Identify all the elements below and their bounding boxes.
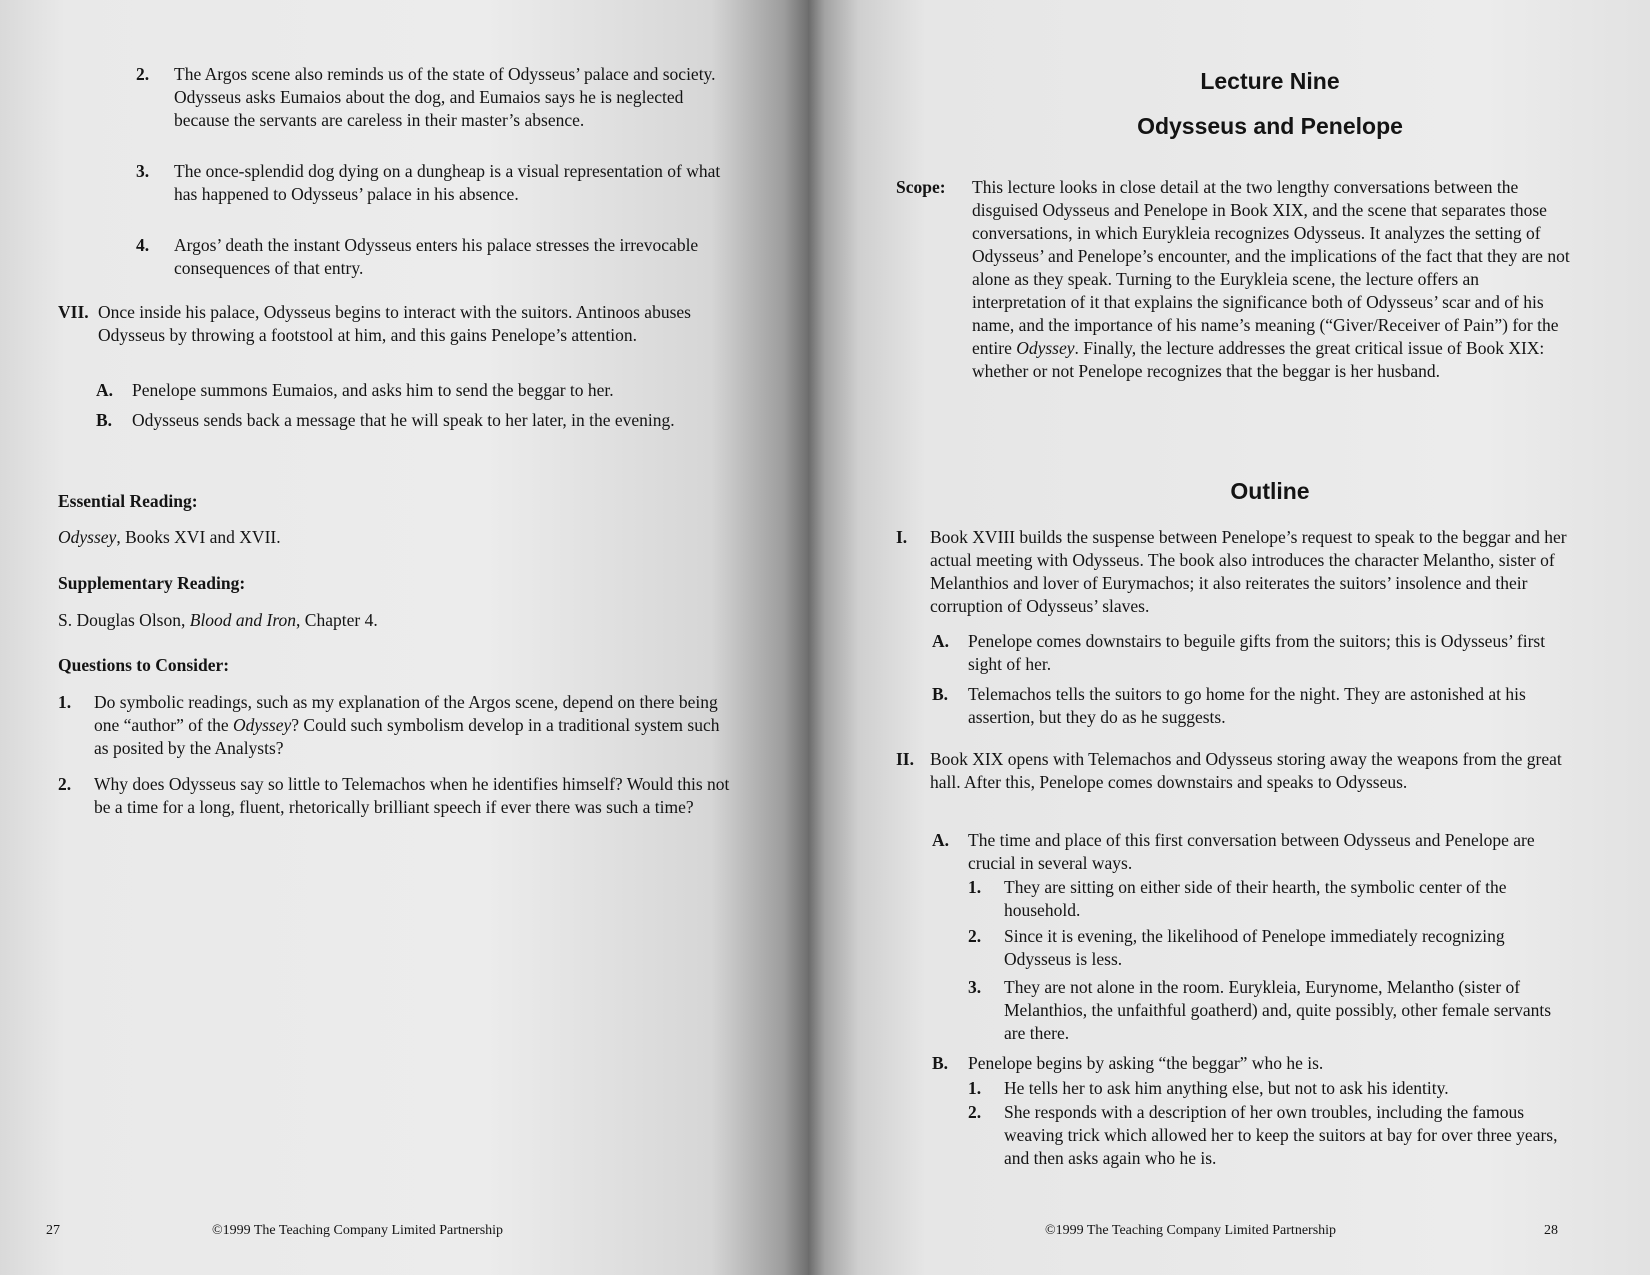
subitem-text: Penelope summons Eumaios, and asks him to send the beggar to her. — [132, 380, 614, 400]
question-text: Why does Odysseus say so little to Telemachos when he identifies himself? Would this not be a time for a long, fluent, rhetorically brilliant speech if ever there was such a time? — [94, 774, 730, 817]
list-number: 2. — [968, 1102, 982, 1122]
list-number: 3. — [968, 977, 982, 997]
subitem-letter: A. — [932, 830, 950, 850]
list-text: He tells her to ask him anything else, but not to ask his identity. — [1004, 1078, 1449, 1098]
list-number: 1. — [968, 1078, 982, 1098]
scope-label: Scope: — [896, 177, 946, 197]
subitem-text: Telemachos tells the suitors to go home for the night. They are astonished at his assertion, but they do as he suggests. — [968, 684, 1526, 727]
list-number: 1. — [968, 877, 982, 897]
subitem-letter: B. — [96, 410, 113, 430]
section-number: VII. — [58, 302, 89, 322]
item-text: Argos’ death the instant Odysseus enters his palace stresses the irrevocable consequences of that entry. — [174, 235, 699, 278]
subitem-letter: A. — [96, 380, 114, 400]
question-number: 2. — [58, 774, 72, 794]
section-text: Once inside his palace, Odysseus begins to interact with the suitors. Antinoos abuses Odysseus by throwing a footstool at him, and this gains Penelope’s attention. — [98, 302, 691, 345]
section-number: II. — [896, 749, 914, 769]
lecture-subtitle: Odysseus and Penelope — [1137, 113, 1403, 139]
question-number: 1. — [58, 692, 72, 712]
right-page — [808, 0, 1650, 1275]
page-footer: ©1999 The Teaching Company Limited Partnership — [1045, 1223, 1337, 1238]
subitem-text: The time and place of this first conversation between Odysseus and Penelope are crucial in several ways. — [968, 830, 1535, 873]
item-text: The Argos scene also reminds us of the state of Odysseus’ palace and society. Odysseus asks Eumaios about the dog, and Eumaios says he is neglected because the servants are careless in their master’s absence. — [174, 64, 716, 130]
subitem-letter: A. — [932, 631, 950, 651]
left-page — [0, 0, 808, 1275]
item-number: 2. — [136, 64, 150, 84]
item-text: The once-splendid dog dying on a dungheap is a visual representation of what has happened to Odysseus’ palace in his absence. — [174, 161, 721, 204]
list-text: Since it is evening, the likelihood of Penelope immediately recognizing Odysseus is less. — [1004, 926, 1505, 969]
section-text: Book XIX opens with Telemachos and Odysseus storing away the weapons from the great hall. After this, Penelope comes downstairs and speaks to Odysseus. — [930, 749, 1562, 792]
subitem-letter: B. — [932, 684, 949, 704]
page-number: 28 — [1544, 1223, 1558, 1238]
list-text: They are sitting on either side of their hearth, the symbolic center of the household. — [1004, 877, 1507, 920]
item-number: 4. — [136, 235, 150, 255]
list-text: They are not alone in the room. Eurykleia, Eurynome, Melantho (sister of Melanthios, the unfaithful goatherd) and, quite possibly, other female servants are there. — [1004, 977, 1552, 1043]
list-number: 2. — [968, 926, 982, 946]
page-footer: ©1999 The Teaching Company Limited Partnership — [212, 1223, 504, 1238]
supplementary-reading-text: S. Douglas Olson, Blood and Iron, Chapter 4. — [58, 610, 378, 630]
subitem-letter: B. — [932, 1053, 949, 1073]
outline-heading: Outline — [1230, 478, 1310, 504]
list-text: She responds with a description of her own troubles, including the famous weaving trick which allowed her to keep the suitors at bay for over three years, and then asks again who he is. — [1004, 1102, 1558, 1168]
supplementary-reading-heading: Supplementary Reading: — [58, 573, 246, 593]
question-text: Do symbolic readings, such as my explanation of the Argos scene, depend on there being one “author” of the Odyssey? Could such symbolism develop in a traditional system such as posited by the Analysts? — [94, 692, 720, 758]
section-number: I. — [896, 527, 908, 547]
essential-reading-text: Odyssey, Books XVI and XVII. — [58, 527, 281, 547]
subitem-text: Penelope comes downstairs to beguile gifts from the suitors; this is Odysseus’ first sight of her. — [968, 631, 1546, 674]
scope-text: This lecture looks in close detail at the two lengthy conversations between the disguised Odysseus and Penelope in Book XIX, and the scene that separates those conversations, in which Eurykleia recognizes Odysseus. It analyzes the setting of Odysseus’ and Penelope’s encounter, and the implications of the fact that they are not alone as they speak. Turning to the Eurykleia scene, the lecture offers an interpretation of it that explains the significance both of Odysseus’ scar and of his name, and the importance of his name’s meaning (“Giver/Receiver of Pain”) for the entire Odyssey. Finally, the lecture addresses the great critical issue of Book XIX: whether or not Penelope recognizes that the beggar is her husband. — [972, 177, 1570, 381]
questions-heading: Questions to Consider: — [58, 655, 230, 675]
subitem-text: Penelope begins by asking “the beggar” who he is. — [968, 1053, 1324, 1073]
item-number: 3. — [136, 161, 150, 181]
section-text: Book XVIII builds the suspense between Penelope’s request to speak to the beggar and her actual meeting with Odysseus. The book also introduces the character Melantho, sister of Melanthios and lover of Eurymachos; it also reiterates the suitors’ insolence and their corruption of Odysseus’ slaves. — [930, 527, 1567, 616]
page-number: 27 — [46, 1223, 60, 1238]
essential-reading-heading: Essential Reading: — [58, 491, 198, 511]
subitem-text: Odysseus sends back a message that he will speak to her later, in the evening. — [132, 410, 675, 430]
lecture-title: Lecture Nine — [1200, 68, 1340, 94]
